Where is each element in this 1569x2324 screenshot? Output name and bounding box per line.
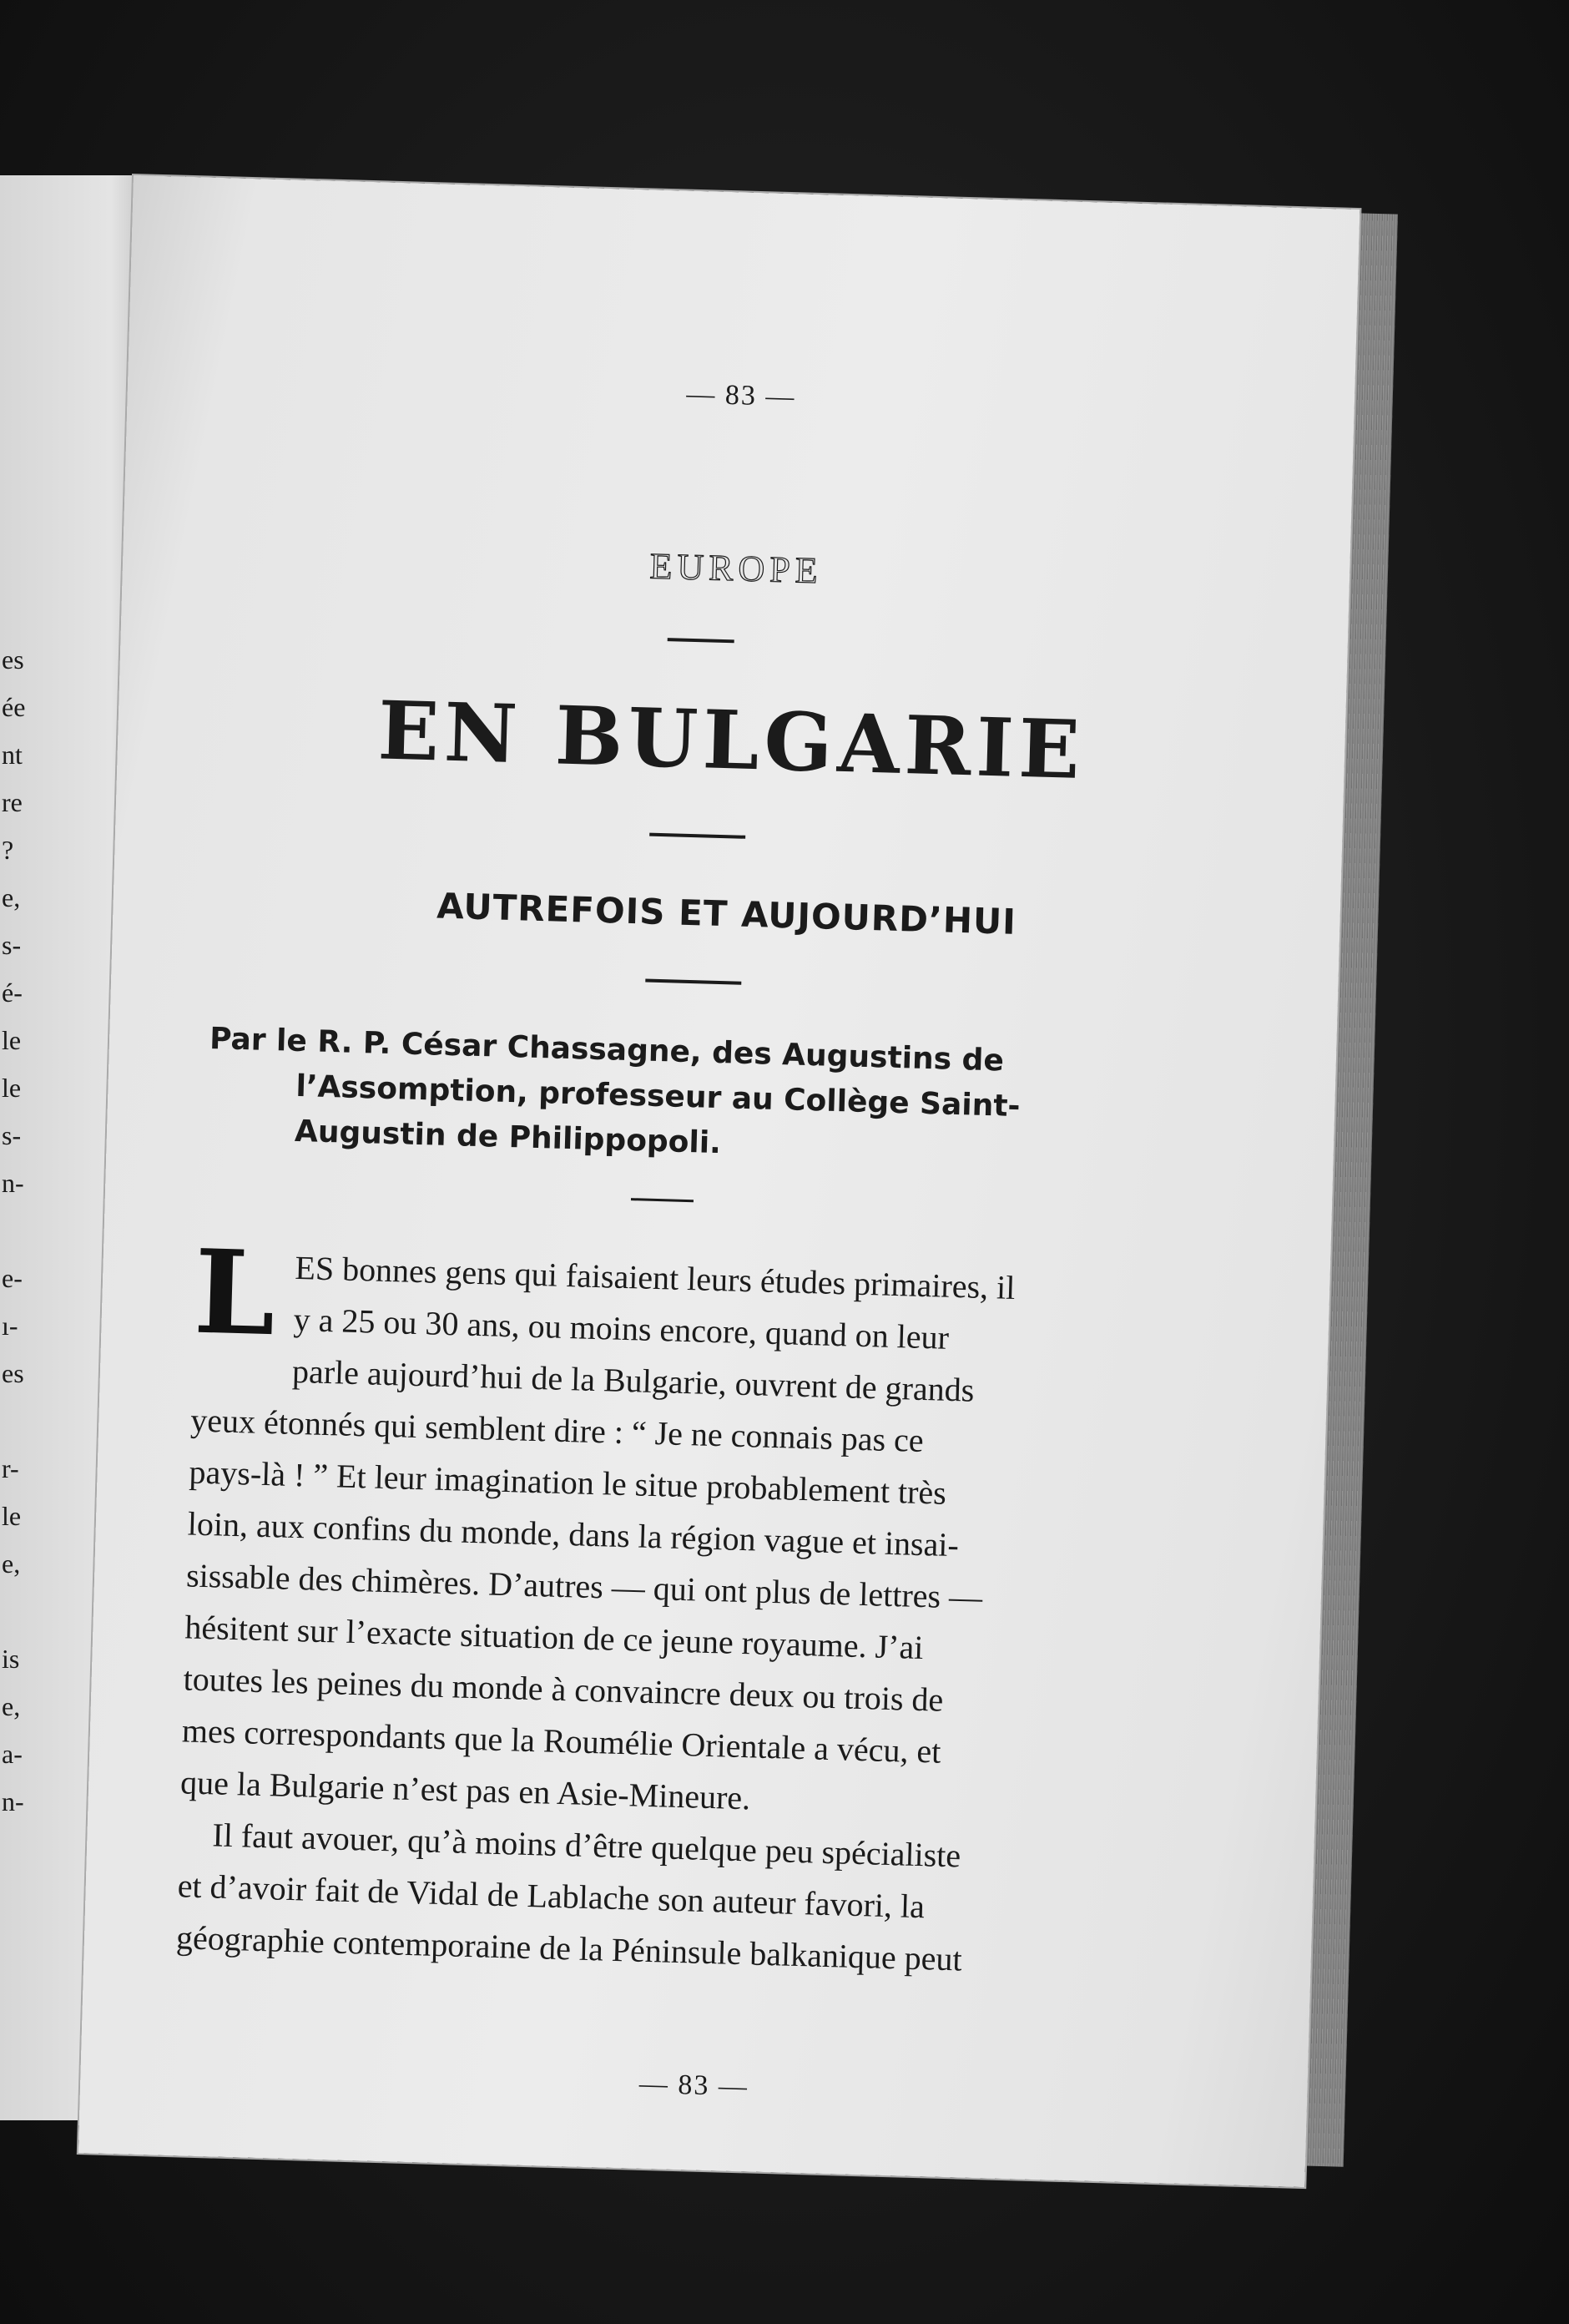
divider-rule bbox=[649, 833, 745, 839]
body-text bbox=[175, 1223, 1080, 1988]
drop-cap-letter: L bbox=[192, 1223, 277, 1362]
previous-page-fragment: a- bbox=[2, 1739, 23, 1769]
previous-page-fragment: é- bbox=[2, 978, 23, 1008]
article-subtitle: AUTREFOIS ET AUJOURD’HUI bbox=[436, 885, 1017, 942]
body-line: y a 25 ou 30 ans, ou moins encore, quand on leur bbox=[293, 1300, 950, 1357]
previous-page-fragment: nt bbox=[2, 740, 23, 770]
previous-page-fragment: n- bbox=[2, 1168, 24, 1198]
previous-page-fragment: s- bbox=[2, 1120, 22, 1150]
previous-page-fragment: is bbox=[2, 1644, 20, 1674]
body-line: ES bonnes gens qui faisaient leurs études primaires, il bbox=[294, 1248, 1016, 1307]
body-line: loin, aux confins du monde, dans la région vague et insai- bbox=[187, 1504, 960, 1564]
previous-page-fragment bbox=[0, 1588, 33, 1635]
page-content bbox=[78, 175, 1360, 2187]
previous-page-fragment: ée bbox=[2, 692, 26, 722]
divider-rule bbox=[631, 1198, 694, 1202]
previous-page-fragment: e, bbox=[2, 1691, 21, 1721]
body-line: pays-là ! ” Et leur imagination le situe probablement très bbox=[189, 1452, 947, 1512]
body-line: que la Bulgarie n’est pas en Asie-Mineure. bbox=[179, 1763, 751, 1817]
previous-page-fragment: e, bbox=[2, 882, 21, 912]
byline-line: Augustin de Philippopoli. bbox=[294, 1114, 722, 1161]
previous-page-fragment bbox=[0, 1397, 33, 1445]
body-line: yeux étonnés qui semblent dire : “ Je ne connais pas ce bbox=[189, 1401, 925, 1460]
author-byline bbox=[206, 1017, 1161, 1179]
divider-rule bbox=[645, 979, 741, 985]
previous-page-fragment: ? bbox=[2, 835, 14, 865]
page-header-number: — 83 — bbox=[685, 378, 796, 413]
byline-line: Par le R. P. César Chassagne, des Augustins de bbox=[209, 1021, 1005, 1079]
byline-line: l’Assomption, professeur au Collège Saint- bbox=[295, 1069, 1021, 1124]
previous-page-fragment: e- bbox=[2, 1263, 23, 1293]
body-line: toutes les peines du monde à convaincre deux ou trois de bbox=[183, 1660, 944, 1719]
previous-page-fragment: r- bbox=[2, 1453, 19, 1483]
previous-page-fragment: n- bbox=[2, 1786, 24, 1816]
previous-page-fragment bbox=[0, 1207, 33, 1255]
body-line: mes correspondants que la Roumélie Orientale a vécu, et bbox=[181, 1711, 941, 1771]
previous-page-text-fragments bbox=[0, 636, 33, 1826]
previous-page-fragment: ı- bbox=[2, 1311, 18, 1341]
body-line: hésitent sur l’exacte situation de ce jeune royaume. J’ai bbox=[184, 1608, 924, 1667]
page-footer-number: — 83 — bbox=[638, 2068, 749, 2103]
previous-page-fragment: es bbox=[2, 1358, 24, 1388]
body-line: et d’avoir fait de Vidal de Lablache son auteur favori, la bbox=[177, 1867, 926, 1926]
previous-page-fragment: re bbox=[2, 787, 23, 817]
section-label: EUROPE bbox=[648, 545, 824, 592]
body-line: parle aujourd’hui de la Bulgarie, ouvrent de grands bbox=[291, 1351, 975, 1409]
article-title: EN BULGARIE bbox=[376, 683, 1087, 798]
current-page bbox=[78, 175, 1360, 2187]
previous-page-fragment: le bbox=[2, 1073, 22, 1103]
previous-page-fragment: es bbox=[2, 644, 24, 674]
previous-page-fragment: e, bbox=[2, 1548, 21, 1579]
previous-page-fragment: le bbox=[2, 1025, 22, 1055]
divider-rule bbox=[668, 638, 734, 643]
body-line: Il faut avouer, qu’à moins d’être quelque peu spécialiste bbox=[211, 1816, 961, 1875]
body-line: géographie contemporaine de la Péninsule balkanique peut bbox=[175, 1918, 963, 1978]
previous-page-fragment: s- bbox=[2, 930, 22, 960]
body-line: sissable des chimères. D’autres — qui ont plus de lettres — bbox=[185, 1556, 983, 1617]
previous-page-fragment: le bbox=[2, 1501, 22, 1531]
